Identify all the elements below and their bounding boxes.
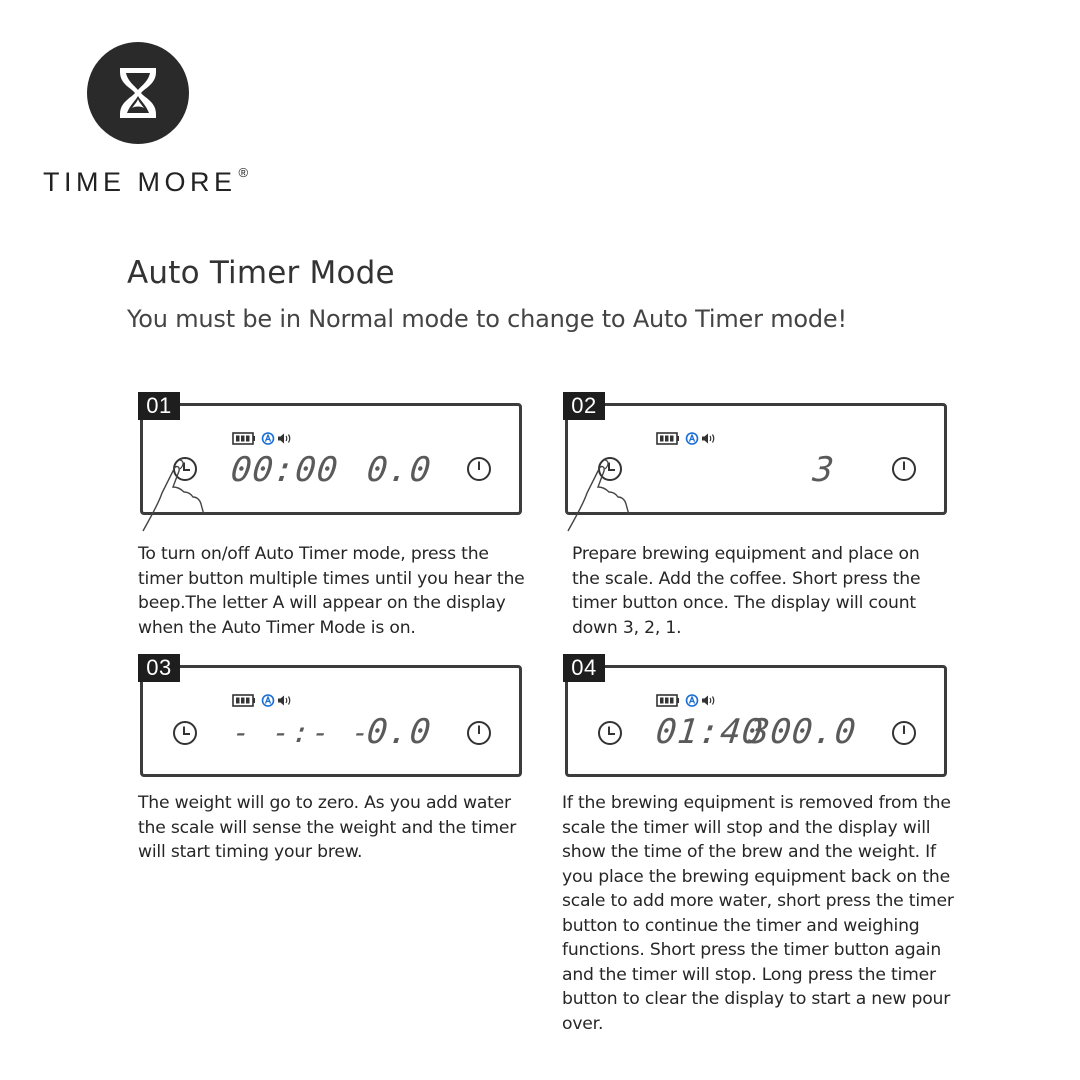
power-button-icon[interactable] [891, 456, 917, 482]
timemore-logo-icon [87, 42, 189, 144]
status-icons [656, 692, 726, 708]
power-button-icon[interactable] [466, 456, 492, 482]
power-button-icon[interactable] [891, 720, 917, 746]
step-number: 01 [138, 392, 180, 420]
scale-display-step-04 [565, 655, 947, 777]
display-time: - -:- - [231, 716, 374, 749]
display-weight: 0.0 [364, 450, 434, 490]
timer-button-icon[interactable] [597, 720, 623, 746]
display-time: 00:00 [228, 450, 341, 490]
page-title: Auto Timer Mode [127, 255, 395, 291]
page-subtitle: You must be in Normal mode to change to Auto Timer mode! [127, 305, 847, 333]
step-03-description: The weight will go to zero. As you add water the scale will sense the weight and the timer will start timing your brew. [138, 793, 517, 862]
scale-display-step-03 [140, 655, 522, 777]
step-number: 04 [563, 654, 605, 682]
status-icons [656, 430, 726, 446]
pointing-hand-icon [140, 443, 210, 533]
step-number: 03 [138, 654, 180, 682]
step-02-description: Prepare brewing equipment and place on the scale. Add the coffee. Short press the timer button once. The display will count down 3, 2, 1. [572, 544, 921, 638]
step-01-description: To turn on/off Auto Timer mode, press the timer button multiple times until you hear the beep.The letter A will appear on the display when the Auto Timer Mode is on. [138, 544, 525, 638]
status-icons [232, 692, 302, 708]
display-weight: 0.0 [364, 712, 434, 752]
display-weight: 3 [810, 450, 837, 490]
display-time: 01:40 [653, 712, 766, 752]
power-button-icon[interactable] [466, 720, 492, 746]
brand-name: TIME MORE ® [43, 165, 249, 197]
step-04-description: If the brewing equipment is removed from the scale the timer will stop and the display will show the time of the brew and the weight. If you place the brewing equipment back on the scale to add more water, short press the timer button to continue the timer and weighing functions. Short press the timer button again and the timer will stop. Long press the timer button to clear the display to start a new pour over. [562, 793, 954, 1034]
timer-button-icon[interactable] [172, 720, 198, 746]
pointing-hand-icon [565, 443, 635, 533]
status-icons [232, 430, 302, 446]
display-weight: 300.0 [746, 712, 859, 752]
step-number: 02 [563, 392, 605, 420]
